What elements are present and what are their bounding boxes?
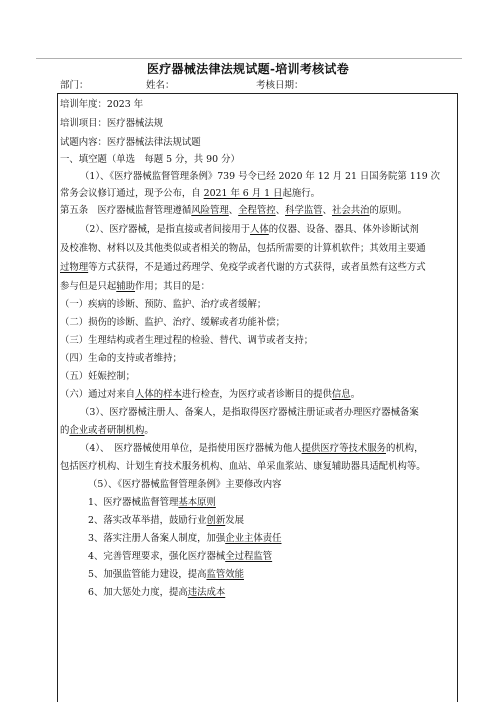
sep: 、 <box>228 205 239 216</box>
q5-text: 2、落实改革举措，鼓励行业 <box>88 515 207 526</box>
q5-text: 4、完善管理要求，强化医疗器械 <box>88 551 226 562</box>
q5-answer: 企业主体责任 <box>225 533 282 544</box>
q2-item-6 <box>60 388 456 401</box>
article5-answer-4: 社会共治 <box>331 205 370 216</box>
q3-text: 。 <box>144 425 154 436</box>
q3-answer: 企业或者研制机构 <box>69 425 145 436</box>
sep: 、 <box>322 205 332 216</box>
article5-text: 第五条 医疗器械监督管理遵循 <box>60 205 192 216</box>
q2-item: （一）疾病的诊断、预防、监护、治疗或者缓解； <box>60 299 267 310</box>
q4-text: （4）、 医疗器械使用单位，是指使用医疗器械为他人 <box>80 443 302 454</box>
q2-answer-5: 信息 <box>331 389 351 400</box>
q1-line1: （1）、《医疗器械监督管理条例》739 号令已经 2020 年 12 月 21 日国务院第 119 次 <box>80 171 441 182</box>
q1-text-end: 起施行。 <box>282 188 320 199</box>
q2-text: 等方式获得，不是通过药理学、免疫学或者代谢的方式获得，或者虽然有这些方式 <box>88 262 426 273</box>
q2-answer-2: 过物理 <box>60 262 89 273</box>
q2-item: （四）生命的支持或者维持； <box>60 353 182 364</box>
name-label: 姓名： <box>146 80 175 91</box>
q2-text: （2）、医疗器械，是指直接或者间接用于 <box>80 224 251 235</box>
q1-line2 <box>60 187 456 200</box>
q2-answer-1: 人体 <box>250 224 269 235</box>
q2-line2: 及校准物、材料以及其他类似或者相关的物品，包括所需要的计算机软件；其效用主要通 <box>60 243 426 254</box>
q2-item: （五）妊娠控制； <box>60 371 136 382</box>
q5-text: 发展 <box>225 515 244 526</box>
q2-text: 。 <box>350 389 361 400</box>
date-label: 考核日期： <box>256 80 304 91</box>
q2-text: 参与但是只起 <box>60 281 117 292</box>
sep: 、 <box>275 205 286 216</box>
q3-text: 的 <box>60 425 70 436</box>
q3-line2 <box>60 424 456 437</box>
q2-text: 作用；其目的是： <box>135 281 211 292</box>
q2-item: （三）生理结构或者生理过程的检验、替代、调节或者支持； <box>60 335 314 346</box>
q5-text: 1、医疗器械监督管理 <box>88 497 179 508</box>
article5-answer-2: 全程管控 <box>238 205 276 216</box>
q5-answer: 违法成本 <box>187 587 226 598</box>
q2-text: 进行检查，为医疗或者诊断目的提供 <box>181 389 332 400</box>
q5-item <box>60 550 456 563</box>
q2-text: （六）通过对来自 <box>60 389 136 400</box>
q2-line1 <box>60 223 456 236</box>
exam-content-label: 试题内容：医疗器械法律法规试题 <box>60 137 201 148</box>
q5-text: 5、加强监管能力建设，提高 <box>88 569 207 580</box>
q4-answer: 提供医疗等技术服务 <box>301 443 386 454</box>
q5-answer: 基本原则 <box>178 497 216 508</box>
section-heading: 一、填空题（单选 每题 5 分，共 90 分） <box>60 154 240 165</box>
q2-line3 <box>60 261 456 274</box>
q5-answer: 创新 <box>206 515 226 526</box>
q5-item <box>60 496 456 509</box>
q5-answer: 监管效能 <box>206 569 244 580</box>
q2-text: 的仪器、设备、器具、体外诊断试剂 <box>268 224 419 235</box>
training-project: 培训项目：医疗器械法规 <box>60 118 164 129</box>
header-row <box>0 77 496 91</box>
q2-item: （二）损伤的诊断、监护、治疗、缓解或者功能补偿； <box>60 317 286 328</box>
q2-answer-4: 人体的样本 <box>135 389 182 400</box>
q4-line1 <box>60 442 456 455</box>
top-rule <box>36 58 462 59</box>
q5-item <box>60 514 456 527</box>
dept-label: 部门： <box>60 80 89 91</box>
q4-line2: 包括医疗机构、计划生育技术服务机构、血站、单采血浆站、康复辅助器具适配机构等。 <box>60 461 426 472</box>
article5-end: 的原则。 <box>369 205 408 216</box>
q1-answer: 2021 年 6 月 1 日 <box>203 188 283 199</box>
article5-answer-1: 风险管理 <box>191 205 229 216</box>
q5-item <box>60 586 456 599</box>
q2-answer-3: 辅助 <box>116 281 136 292</box>
training-year: 培训年度：2023 年 <box>60 99 144 110</box>
article5-line <box>60 204 456 217</box>
q5-text: 6、加大惩处力度，提高 <box>88 587 188 598</box>
q2-line4 <box>60 280 456 293</box>
q5-text: 3、落实注册人备案人制度，加强 <box>88 533 226 544</box>
q1-text: 常务会议修订通过，现予公布，自 <box>60 188 204 199</box>
q4-text: 的机构， <box>385 443 424 454</box>
q3-line1: （3）、医疗器械注册人、备案人，是指取得医疗器械注册证或者办理医疗器械备案 <box>80 407 419 418</box>
page-title: 医疗器械法律法规试题-培训考核试卷 <box>146 62 350 76</box>
article5-answer-3: 科学监管 <box>285 205 323 216</box>
exam-content <box>60 95 456 603</box>
q5-item <box>60 532 456 545</box>
q5-answer: 全过程监管 <box>225 551 273 562</box>
q5-item <box>60 568 456 581</box>
q5-intro: （5）、《医疗器械监督管理条例》主要修改内容 <box>88 479 282 490</box>
